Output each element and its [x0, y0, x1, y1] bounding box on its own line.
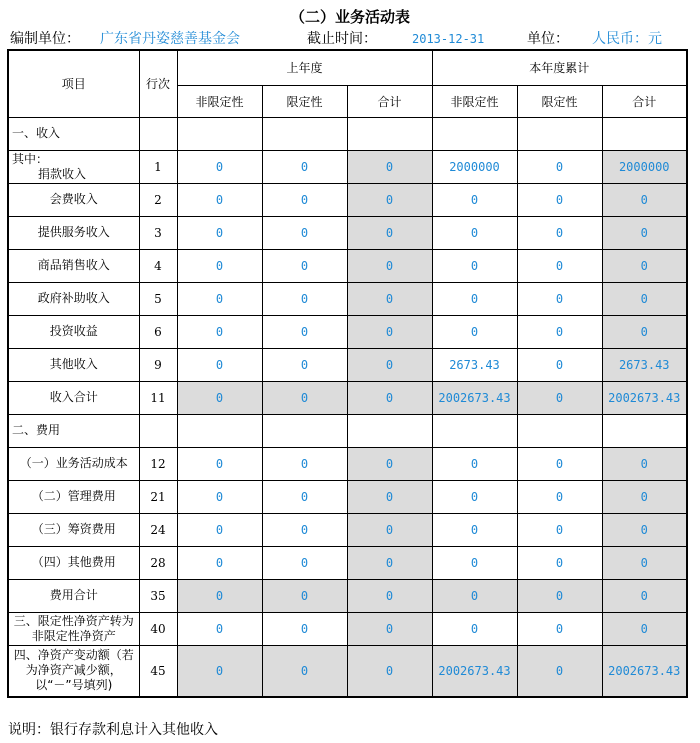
prev-restricted-cell: 0	[262, 513, 347, 546]
curr-total-cell: 2002673.43	[602, 645, 687, 697]
item-cell: （四）其他费用	[8, 546, 139, 579]
prev-total-cell: 0	[347, 282, 432, 315]
line-number-cell: 2	[139, 183, 177, 216]
curr-unrestricted-cell: 2002673.43	[432, 645, 517, 697]
curr-restricted-cell	[517, 117, 602, 150]
curr-total-cell: 0	[602, 579, 687, 612]
line-number-cell: 12	[139, 447, 177, 480]
table-row	[8, 381, 687, 414]
table-row	[8, 645, 687, 697]
item-cell: 其他收入	[8, 348, 139, 381]
table-row	[8, 282, 687, 315]
prev-unrestricted-cell: 0	[177, 381, 262, 414]
prev-restricted-cell: 0	[262, 546, 347, 579]
line-number-cell: 40	[139, 612, 177, 645]
prev-unrestricted-cell: 0	[177, 183, 262, 216]
curr-total-cell	[602, 414, 687, 447]
table-row	[8, 216, 687, 249]
prev-unrestricted-cell: 0	[177, 645, 262, 697]
item-cell: 收入合计	[8, 381, 139, 414]
line-number-cell: 5	[139, 282, 177, 315]
curr-restricted-cell: 0	[517, 480, 602, 513]
prev-restricted-cell	[262, 117, 347, 150]
item-cell: 三、限定性净资产转为非限定性净资产	[8, 612, 139, 645]
prev-unrestricted-cell: 0	[177, 315, 262, 348]
prev-restricted-cell: 0	[262, 348, 347, 381]
prev-total-cell	[347, 414, 432, 447]
prev-restricted-cell: 0	[262, 447, 347, 480]
currency-value: 人民币：元	[592, 31, 662, 47]
item-sublabel: 捐款收入	[38, 166, 87, 181]
prev-unrestricted-cell: 0	[177, 348, 262, 381]
curr-restricted-cell: 0	[517, 579, 602, 612]
item-cell	[8, 150, 139, 183]
item-cell: 提供服务收入	[8, 216, 139, 249]
curr-total-cell: 2002673.43	[602, 381, 687, 414]
curr-unrestricted-cell: 0	[432, 183, 517, 216]
item-cell: 二、费用	[8, 414, 139, 447]
curr-unrestricted-cell: 0	[432, 546, 517, 579]
line-number-cell: 6	[139, 315, 177, 348]
prev-total-cell: 0	[347, 381, 432, 414]
prev-unrestricted-cell: 0	[177, 216, 262, 249]
line-number-cell: 3	[139, 216, 177, 249]
prev-unrestricted-cell: 0	[177, 612, 262, 645]
line-number-cell: 4	[139, 249, 177, 282]
curr-total-cell: 0	[602, 282, 687, 315]
line-number-cell	[139, 117, 177, 150]
prev-unrestricted-cell: 0	[177, 282, 262, 315]
prev-total-cell: 0	[347, 183, 432, 216]
item-cell: （二）管理费用	[8, 480, 139, 513]
prev-restricted-cell	[262, 414, 347, 447]
curr-restricted-cell: 0	[517, 348, 602, 381]
header-prev-total: 合计	[347, 85, 432, 117]
prev-total-cell	[347, 117, 432, 150]
unit-value: 广东省丹姿慈善基金会	[100, 31, 240, 47]
table-row	[8, 150, 687, 183]
line-number-cell: 21	[139, 480, 177, 513]
prev-total-cell: 0	[347, 447, 432, 480]
header-curr-total: 合计	[602, 85, 687, 117]
curr-unrestricted-cell: 0	[432, 282, 517, 315]
table-row	[8, 546, 687, 579]
prev-unrestricted-cell: 0	[177, 513, 262, 546]
date-value: 2013-12-31	[412, 32, 485, 46]
curr-total-cell: 0	[602, 315, 687, 348]
curr-unrestricted-cell: 0	[432, 216, 517, 249]
prev-total-cell: 0	[347, 249, 432, 282]
prev-restricted-cell: 0	[262, 612, 347, 645]
curr-restricted-cell: 0	[517, 183, 602, 216]
prev-restricted-cell: 0	[262, 216, 347, 249]
table-row	[8, 348, 687, 381]
line-number-cell	[139, 414, 177, 447]
prev-total-cell: 0	[347, 348, 432, 381]
prev-total-cell: 0	[347, 216, 432, 249]
line-number-cell: 11	[139, 381, 177, 414]
prev-unrestricted-cell: 0	[177, 447, 262, 480]
curr-total-cell: 2000000	[602, 150, 687, 183]
curr-restricted-cell: 0	[517, 381, 602, 414]
header-prev-year: 上年度	[177, 50, 432, 85]
prev-restricted-cell: 0	[262, 315, 347, 348]
header-curr-year: 本年度累计	[432, 50, 687, 85]
prev-restricted-cell: 0	[262, 579, 347, 612]
table-row	[8, 447, 687, 480]
prev-total-cell: 0	[347, 579, 432, 612]
curr-restricted-cell: 0	[517, 216, 602, 249]
curr-unrestricted-cell: 0	[432, 480, 517, 513]
prev-total-cell: 0	[347, 513, 432, 546]
prev-total-cell: 0	[347, 645, 432, 697]
curr-unrestricted-cell: 0	[432, 315, 517, 348]
curr-restricted-cell: 0	[517, 645, 602, 697]
prev-total-cell: 0	[347, 315, 432, 348]
prev-restricted-cell: 0	[262, 183, 347, 216]
item-cell: 投资收益	[8, 315, 139, 348]
prev-unrestricted-cell: 0	[177, 579, 262, 612]
curr-total-cell	[602, 117, 687, 150]
prev-unrestricted-cell	[177, 414, 262, 447]
table-row	[8, 414, 687, 447]
curr-restricted-cell: 0	[517, 612, 602, 645]
item-label: 其中：	[12, 151, 49, 166]
curr-total-cell: 2673.43	[602, 348, 687, 381]
curr-unrestricted-cell: 0	[432, 447, 517, 480]
header-line: 行次	[139, 50, 177, 117]
date-label: 截止时间：	[307, 31, 377, 47]
item-cell: 费用合计	[8, 579, 139, 612]
curr-total-cell: 0	[602, 546, 687, 579]
header-item: 项目	[8, 50, 139, 117]
curr-total-cell: 0	[602, 216, 687, 249]
curr-unrestricted-cell: 2002673.43	[432, 381, 517, 414]
curr-unrestricted-cell: 0	[432, 249, 517, 282]
table-row	[8, 579, 687, 612]
footnote: 说明：银行存款利息计入其他收入	[8, 722, 218, 738]
curr-unrestricted-cell: 0	[432, 612, 517, 645]
item-cell: 四、净资产变动额（若为净资产减少额，以“－”号填列)	[8, 645, 139, 697]
curr-total-cell: 0	[602, 480, 687, 513]
item-cell: （三）筹资费用	[8, 513, 139, 546]
line-number-cell: 24	[139, 513, 177, 546]
table-row	[8, 117, 687, 150]
curr-total-cell: 0	[602, 612, 687, 645]
curr-unrestricted-cell: 2673.43	[432, 348, 517, 381]
prev-total-cell: 0	[347, 546, 432, 579]
unit-label: 编制单位：	[10, 31, 80, 47]
table-row	[8, 183, 687, 216]
curr-restricted-cell: 0	[517, 315, 602, 348]
header-prev-restricted: 限定性	[262, 85, 347, 117]
prev-restricted-cell: 0	[262, 249, 347, 282]
curr-total-cell: 0	[602, 183, 687, 216]
header-curr-unrestricted: 非限定性	[432, 85, 517, 117]
line-number-cell: 1	[139, 150, 177, 183]
prev-unrestricted-cell: 0	[177, 546, 262, 579]
curr-restricted-cell: 0	[517, 447, 602, 480]
item-cell: （一）业务活动成本	[8, 447, 139, 480]
curr-unrestricted-cell: 0	[432, 513, 517, 546]
curr-restricted-cell: 0	[517, 546, 602, 579]
prev-restricted-cell: 0	[262, 480, 347, 513]
item-cell: 商品销售收入	[8, 249, 139, 282]
curr-restricted-cell: 0	[517, 282, 602, 315]
line-number-cell: 45	[139, 645, 177, 697]
curr-total-cell: 0	[602, 513, 687, 546]
item-cell: 一、收入	[8, 117, 139, 150]
report-title: （二）业务活动表	[289, 8, 410, 26]
prev-unrestricted-cell: 0	[177, 150, 262, 183]
prev-restricted-cell: 0	[262, 381, 347, 414]
header-prev-unrestricted: 非限定性	[177, 85, 262, 117]
activity-table	[7, 49, 688, 698]
curr-unrestricted-cell: 0	[432, 579, 517, 612]
prev-unrestricted-cell: 0	[177, 249, 262, 282]
prev-total-cell: 0	[347, 480, 432, 513]
prev-restricted-cell: 0	[262, 150, 347, 183]
currency-label: 单位：	[527, 31, 569, 47]
line-number-cell: 28	[139, 546, 177, 579]
prev-restricted-cell: 0	[262, 645, 347, 697]
header-curr-restricted: 限定性	[517, 85, 602, 117]
prev-unrestricted-cell: 0	[177, 480, 262, 513]
table-row	[8, 249, 687, 282]
prev-total-cell: 0	[347, 150, 432, 183]
line-number-cell: 35	[139, 579, 177, 612]
line-number-cell: 9	[139, 348, 177, 381]
table-row	[8, 513, 687, 546]
curr-unrestricted-cell: 2000000	[432, 150, 517, 183]
curr-total-cell: 0	[602, 249, 687, 282]
table-row	[8, 612, 687, 645]
item-cell: 政府补助收入	[8, 282, 139, 315]
curr-restricted-cell: 0	[517, 150, 602, 183]
table-row	[8, 315, 687, 348]
curr-restricted-cell: 0	[517, 249, 602, 282]
table-row	[8, 480, 687, 513]
curr-total-cell: 0	[602, 447, 687, 480]
item-cell: 会费收入	[8, 183, 139, 216]
prev-restricted-cell: 0	[262, 282, 347, 315]
curr-unrestricted-cell	[432, 414, 517, 447]
prev-total-cell: 0	[347, 612, 432, 645]
prev-unrestricted-cell	[177, 117, 262, 150]
curr-restricted-cell: 0	[517, 513, 602, 546]
curr-restricted-cell	[517, 414, 602, 447]
curr-unrestricted-cell	[432, 117, 517, 150]
